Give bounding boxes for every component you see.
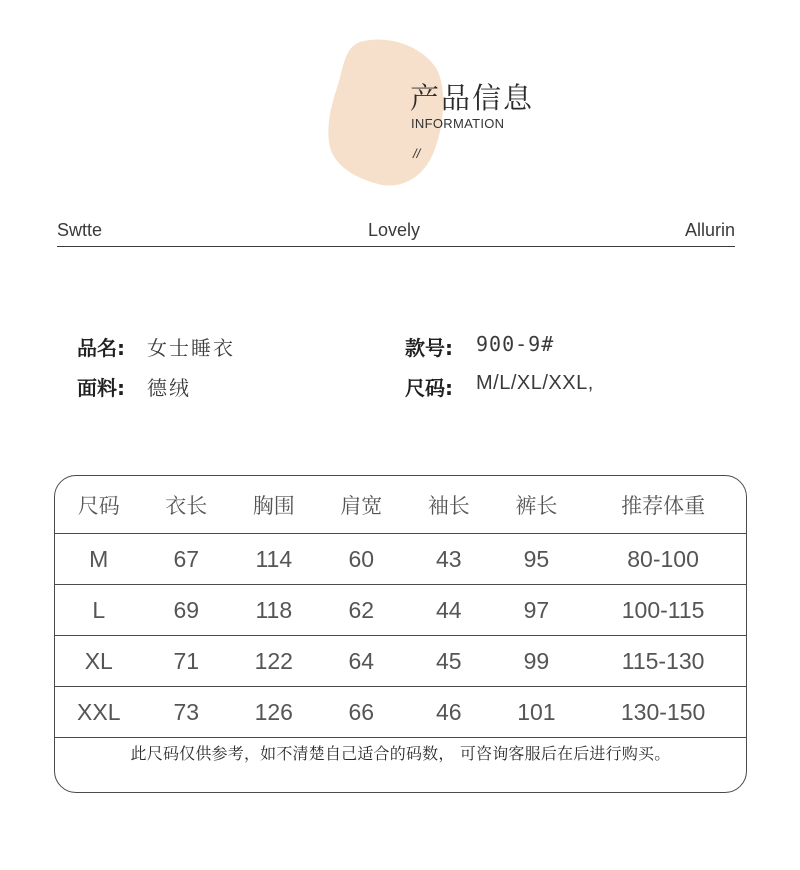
header-shoulder: 肩宽 (318, 476, 406, 534)
table-cell: 101 (493, 687, 581, 738)
header-sleeve: 袖长 (405, 476, 493, 534)
table-cell: 62 (318, 585, 406, 636)
table-cell: 80-100 (580, 534, 746, 585)
table-row (55, 687, 746, 738)
table-row (55, 534, 746, 585)
table-cell: 122 (230, 636, 318, 687)
fabric-label: 面料: (77, 376, 125, 400)
size-chart (54, 475, 747, 793)
header-size: 尺码 (55, 476, 143, 534)
table-cell: 64 (318, 636, 406, 687)
header-bust: 胸围 (230, 476, 318, 534)
table-cell: XL (55, 636, 143, 687)
table-row (55, 585, 746, 636)
table-cell: M (55, 534, 143, 585)
tagline-right: Allurin (684, 220, 735, 240)
table-cell: 67 (143, 534, 231, 585)
size-note: 此尺码仅供参考，如不清楚自己适合的码数， 可咨询客服后在后进行购买。 (130, 744, 671, 763)
table-cell: 100-115 (580, 585, 746, 636)
table-cell: 114 (230, 534, 318, 585)
tagline-bar (57, 218, 735, 247)
style-number-label: 款号: (405, 336, 453, 360)
table-cell: 43 (405, 534, 493, 585)
table-cell: 95 (493, 534, 581, 585)
tagline-left: Swtte (57, 220, 103, 240)
size-table (55, 476, 746, 738)
product-name-label: 品名: (77, 336, 125, 360)
table-cell: 71 (143, 636, 231, 687)
table-cell: 130-150 (580, 687, 746, 738)
tagline-center: Lovely (368, 220, 421, 240)
header-weight: 推荐体重 (580, 476, 746, 534)
table-cell: 115-130 (580, 636, 746, 687)
table-cell: 99 (493, 636, 581, 687)
size-table-header (55, 476, 746, 534)
table-cell: 66 (318, 687, 406, 738)
table-cell: 73 (143, 687, 231, 738)
table-cell: 45 (405, 636, 493, 687)
table-cell: 46 (405, 687, 493, 738)
table-cell: L (55, 585, 143, 636)
table-cell: 44 (405, 585, 493, 636)
style-number-value: 900-9# (476, 332, 555, 356)
fabric-value: 德绒 (147, 376, 191, 400)
size-value: M/L/XL/XXL, (476, 372, 594, 394)
table-cell: 97 (493, 585, 581, 636)
divider-mark: // (413, 146, 421, 161)
header-length: 衣长 (143, 476, 231, 534)
page-subtitle: INFORMATION (411, 116, 505, 131)
table-cell: 69 (143, 585, 231, 636)
table-cell: XXL (55, 687, 143, 738)
header-pants-length: 裤长 (493, 476, 581, 534)
page-title: 产品信息 (410, 81, 535, 115)
size-label: 尺码: (405, 376, 453, 400)
table-cell: 60 (318, 534, 406, 585)
product-name-value: 女士睡衣 (147, 336, 235, 360)
table-cell: 126 (230, 687, 318, 738)
table-cell: 118 (230, 585, 318, 636)
table-row (55, 636, 746, 687)
